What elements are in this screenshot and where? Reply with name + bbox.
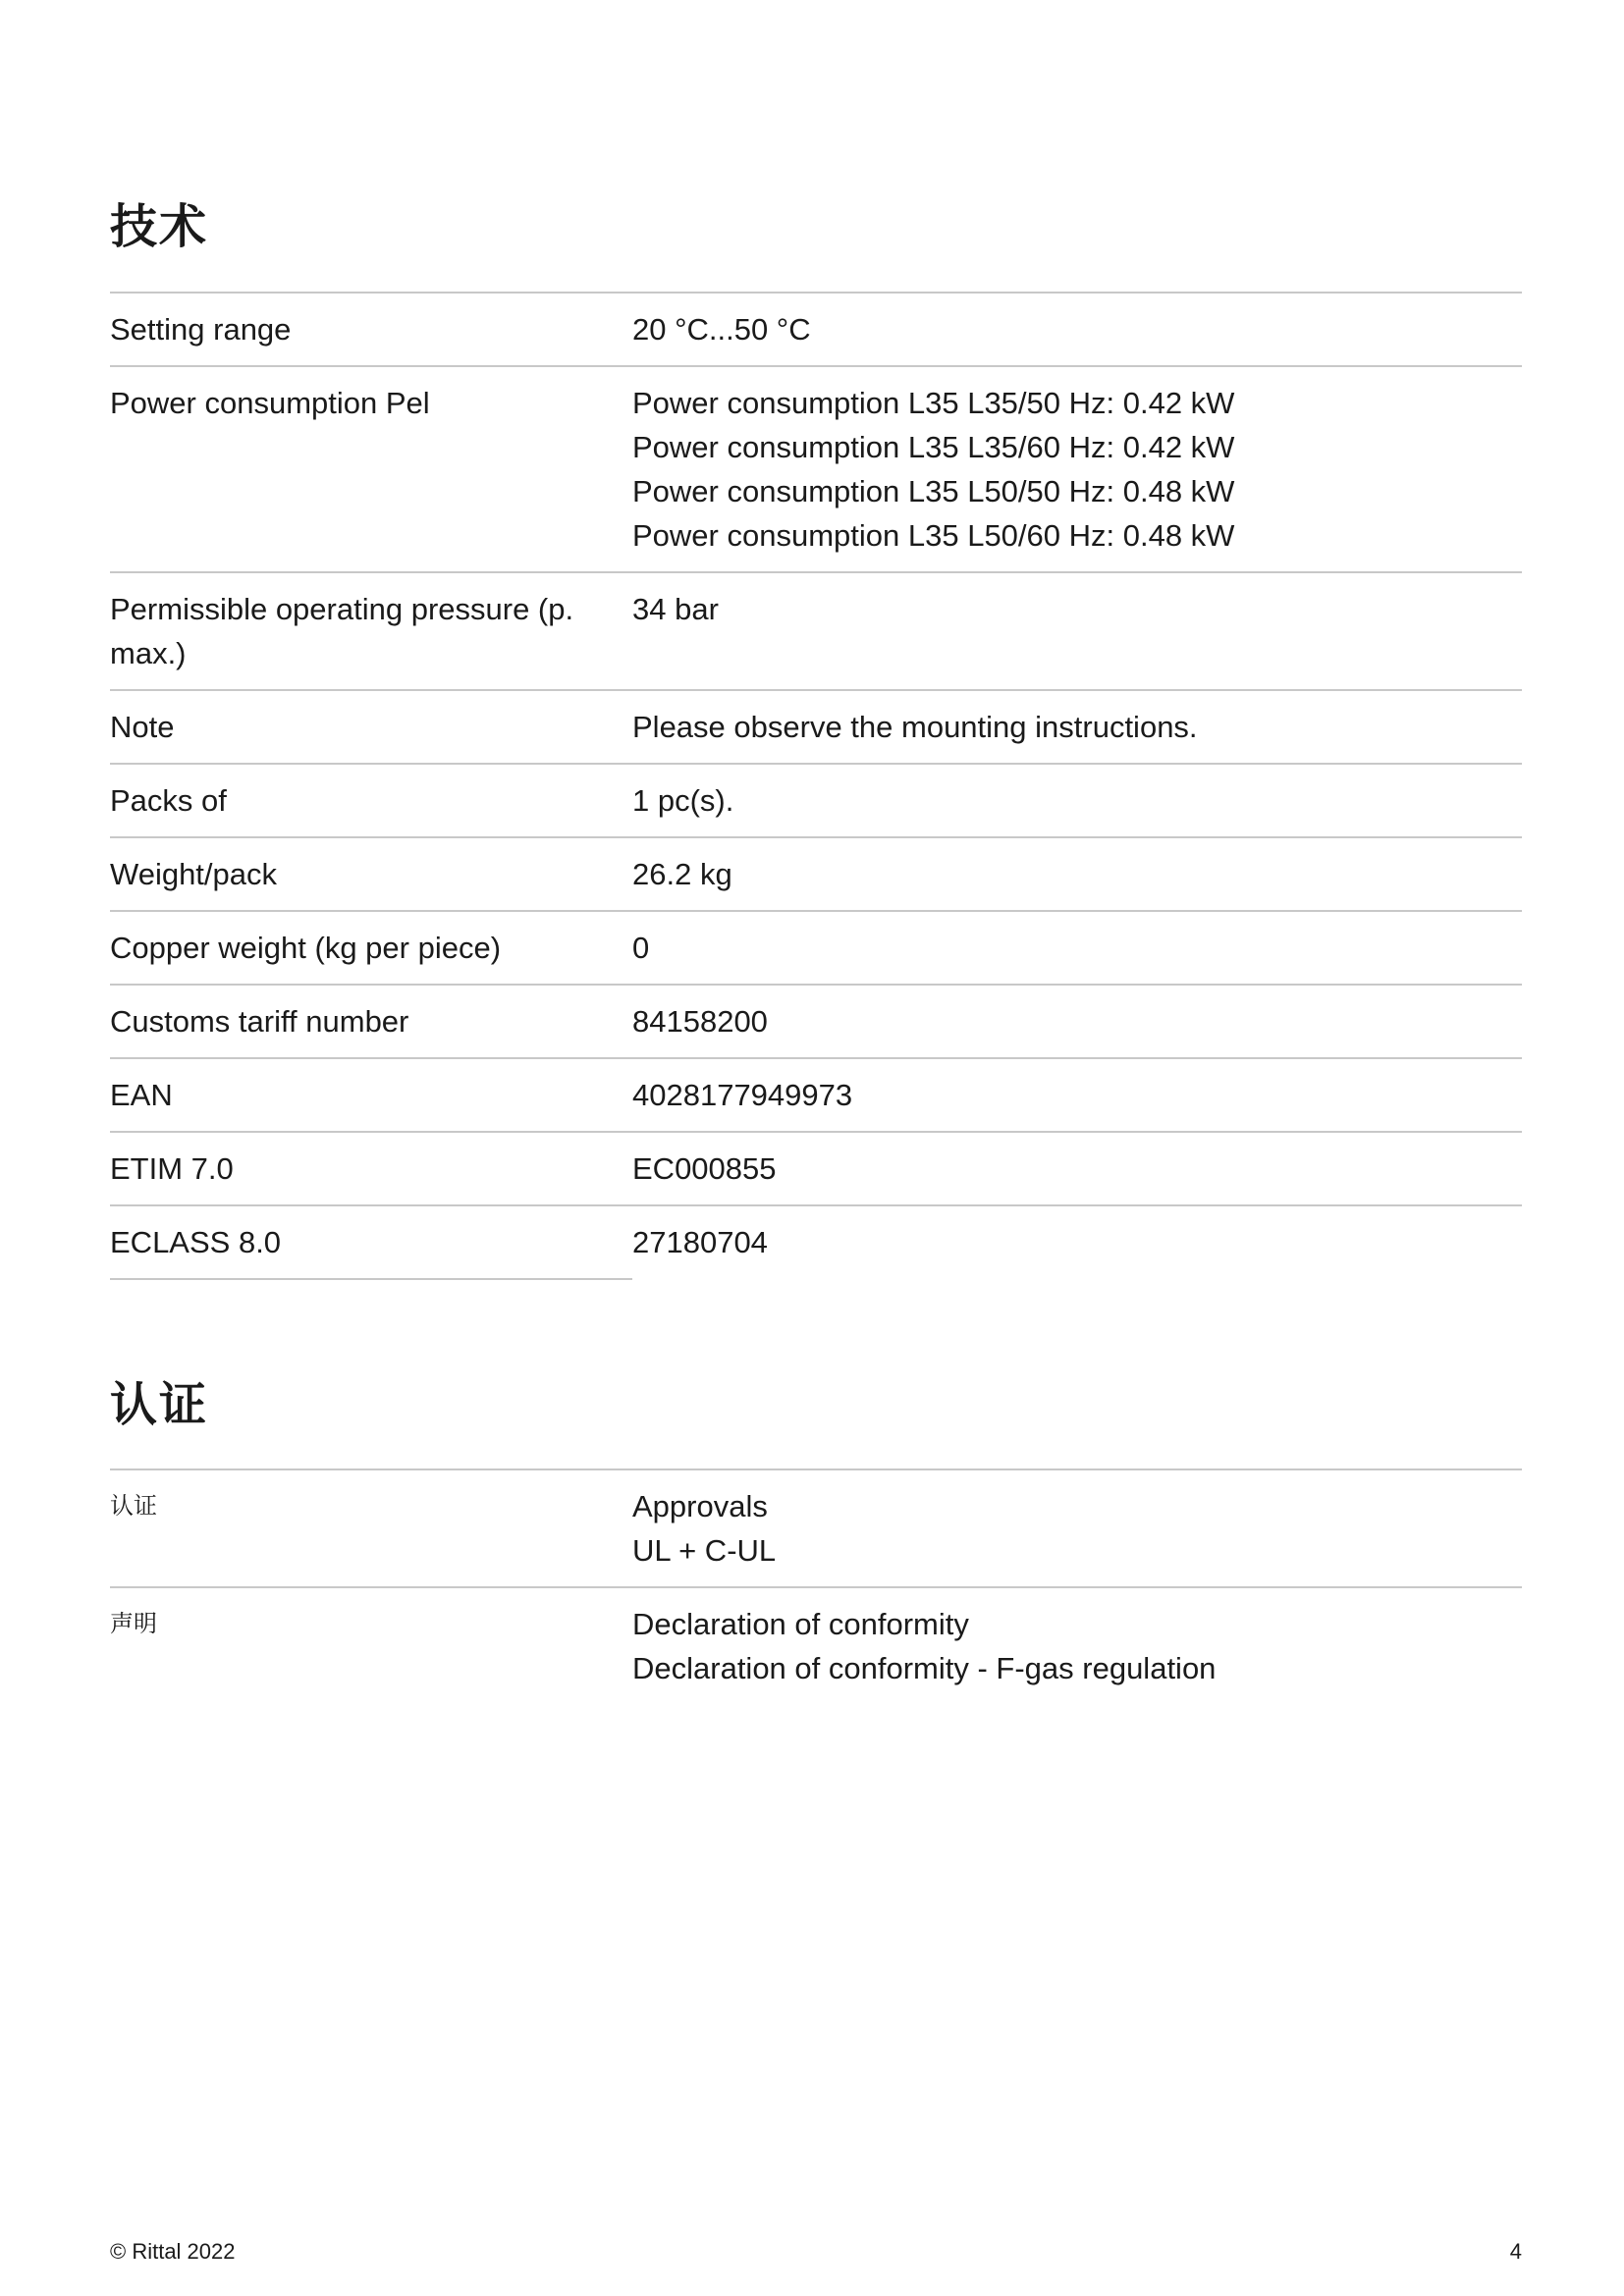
technical-data-table <box>110 292 1522 1280</box>
table-row <box>110 1469 1522 1587</box>
table-row <box>110 1205 1522 1279</box>
page-number: 4 <box>1509 2239 1522 2264</box>
row-value: EC000855 <box>632 1132 1522 1205</box>
row-value: 26.2 kg <box>632 837 1522 911</box>
row-value: 34 bar <box>632 572 1522 690</box>
row-label: Weight/pack <box>110 837 632 911</box>
row-value: Please observe the mounting instructions. <box>632 690 1522 764</box>
table-row <box>110 911 1522 985</box>
table-row <box>110 690 1522 764</box>
row-label: 声明 <box>110 1610 157 1637</box>
section-title-approvals: 认证 <box>110 1377 209 1432</box>
row-value: 1 pc(s). <box>632 764 1522 837</box>
table-row <box>110 366 1522 572</box>
table-row <box>110 572 1522 690</box>
footer-copyright: © Rittal 2022 <box>110 2239 236 2264</box>
row-label: Packs of <box>110 764 632 837</box>
row-label: Copper weight (kg per piece) <box>110 911 632 985</box>
row-label: 认证 <box>110 1469 632 1587</box>
row-value: 27180704 <box>632 1225 768 1259</box>
approvals-table <box>110 1468 1522 1704</box>
row-label: ETIM 7.0 <box>110 1132 632 1205</box>
row-label: ECLASS 8.0 <box>110 1205 632 1279</box>
row-label: Customs tariff number <box>110 985 632 1058</box>
row-value: 84158200 <box>632 985 1522 1058</box>
table-row <box>110 985 1522 1058</box>
table-row <box>110 1058 1522 1132</box>
table-row <box>110 837 1522 911</box>
table-row <box>110 1132 1522 1205</box>
row-label: Setting range <box>110 293 632 366</box>
row-value: 0 <box>632 911 1522 985</box>
table-row <box>110 293 1522 366</box>
row-label: Power consumption Pel <box>110 366 632 572</box>
row-label: Permissible operating pressure (p. max.) <box>110 572 632 690</box>
table-row <box>110 764 1522 837</box>
row-value: 4028177949973 <box>632 1058 1522 1132</box>
section-title-technical: 技术 <box>110 199 209 254</box>
row-value: 20 °C...50 °C <box>632 293 1522 366</box>
row-label: EAN <box>110 1058 632 1132</box>
row-value: Power consumption L35 L35/50 Hz: 0.42 kW Power consumption L35 L35/60 Hz: 0.42 kW Power consumption L35 L50/50 Hz: 0.48 kW Power consumption L35 L50/60 Hz: 0.48 kW <box>632 366 1522 572</box>
row-label: Note <box>110 690 632 764</box>
row-value: Approvals UL + C-UL <box>632 1469 1522 1587</box>
row-value: Declaration of conformity Declaration of conformity - F-gas regulation <box>632 1607 1217 1685</box>
table-row <box>110 1587 1522 1704</box>
